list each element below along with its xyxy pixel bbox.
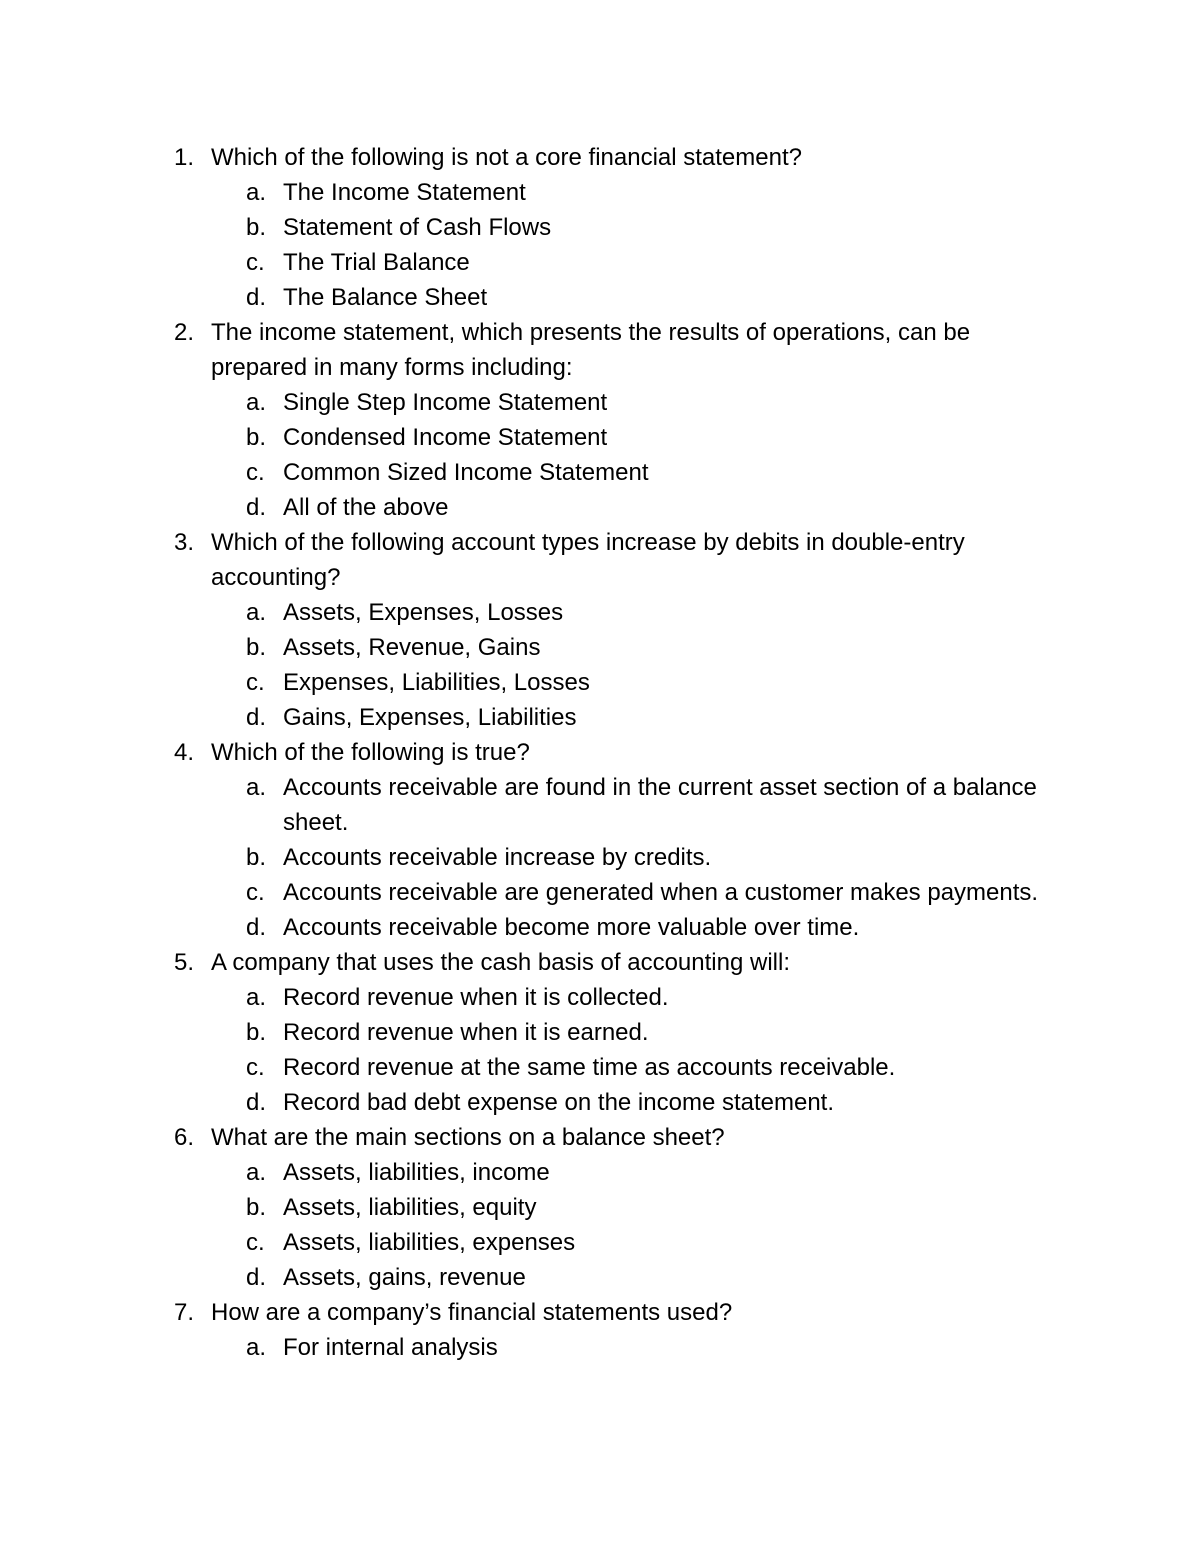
question-text: A company that uses the cash basis of accounting will: [211,949,790,976]
option-text: Assets, Revenue, Gains [283,634,541,661]
option-text: Assets, liabilities, income [283,1159,550,1186]
option-text: Assets, Expenses, Losses [283,599,564,626]
option-a [0,1330,1200,1365]
option-d [0,490,1200,525]
option-letter: c. [246,1054,265,1081]
option-b [0,1015,1200,1050]
option-letter: b. [246,844,267,871]
option-letter: c. [246,669,265,696]
option-c [0,665,1200,700]
option-letter: b. [246,1019,267,1046]
option-letter: a. [246,984,267,1011]
option-text: Accounts receivable become more valuable over time. [283,914,860,941]
option-letter: b. [246,1194,267,1221]
option-letter: d. [246,1089,267,1116]
option-c [0,1225,1200,1260]
question-text: What are the main sections on a balance sheet? [211,1124,725,1151]
option-a [0,595,1200,630]
option-letter: a. [246,599,267,626]
option-letter: b. [246,424,267,451]
option-text: All of the above [283,494,449,521]
option-letter: c. [246,1229,265,1256]
option-a [0,980,1200,1015]
question-number: 6. [174,1124,195,1151]
option-letter: c. [246,249,265,276]
option-text: Assets, liabilities, equity [283,1194,537,1221]
question-list [0,140,1200,1365]
question-number: 7. [174,1299,195,1326]
option-text: Record revenue when it is collected. [283,984,669,1011]
option-a [0,385,1200,420]
option-b [0,840,1200,875]
option-text: Accounts receivable increase by credits. [283,844,712,871]
option-d [0,280,1200,315]
option-text: The Income Statement [283,179,526,206]
option-text: The Balance Sheet [283,284,488,311]
question-number: 1. [174,144,195,171]
option-text: Gains, Expenses, Liabilities [283,704,577,731]
option-letter: c. [246,879,265,906]
question-text: How are a company’s financial statements used? [211,1299,733,1326]
option-text: Assets, gains, revenue [283,1264,526,1291]
option-list [0,1155,1200,1295]
option-text: Statement of Cash Flows [283,214,552,241]
option-letter: d. [246,1264,267,1291]
option-d [0,910,1200,945]
option-c [0,455,1200,490]
option-letter: d. [246,914,267,941]
question-5 [0,945,1200,1120]
question-text: Which of the following is true? [211,739,530,766]
option-letter: a. [246,179,267,206]
option-letter: a. [246,1334,267,1361]
option-a [0,1155,1200,1190]
question-text: Which of the following is not a core financial statement? [211,144,802,171]
option-text: Condensed Income Statement [283,424,608,451]
option-a [0,175,1200,210]
question-6 [0,1120,1200,1295]
question-text: The income statement, which presents the results of operations, can be prepared in many forms including: [211,319,971,381]
option-letter: a. [246,389,267,416]
question-number: 3. [174,529,195,556]
option-text: Record bad debt expense on the income statement. [283,1089,835,1116]
option-text: Record revenue when it is earned. [283,1019,649,1046]
option-letter: d. [246,494,267,521]
option-d [0,700,1200,735]
option-letter: a. [246,774,267,801]
option-letter: d. [246,284,267,311]
question-1 [0,140,1200,315]
question-2 [0,315,1200,525]
option-c [0,245,1200,280]
option-list [0,385,1200,525]
option-text: Single Step Income Statement [283,389,608,416]
option-letter: b. [246,214,267,241]
question-3 [0,525,1200,735]
option-text: For internal analysis [283,1334,498,1361]
option-text: Record revenue at the same time as accounts receivable. [283,1054,896,1081]
question-7 [0,1295,1200,1365]
option-list [0,770,1200,945]
option-c [0,875,1200,910]
question-number: 5. [174,949,195,976]
option-list [0,980,1200,1120]
option-letter: c. [246,459,265,486]
option-text: Common Sized Income Statement [283,459,649,486]
option-text: Accounts receivable are generated when a customer makes payments. [283,879,1039,906]
option-text: Assets, liabilities, expenses [283,1229,576,1256]
option-list [0,595,1200,735]
option-d [0,1085,1200,1120]
option-a [0,770,1200,840]
option-b [0,1190,1200,1225]
option-letter: d. [246,704,267,731]
question-number: 4. [174,739,195,766]
option-list [0,1330,1200,1365]
option-text: Accounts receivable are found in the current asset section of a balance sheet. [283,774,1037,836]
option-d [0,1260,1200,1295]
option-letter: a. [246,1159,267,1186]
option-text: The Trial Balance [283,249,470,276]
question-text: Which of the following account types increase by debits in double-entry accounting? [211,529,965,591]
question-number: 2. [174,319,195,346]
option-text: Expenses, Liabilities, Losses [283,669,590,696]
option-b [0,420,1200,455]
option-list [0,175,1200,315]
option-b [0,210,1200,245]
option-letter: b. [246,634,267,661]
question-4 [0,735,1200,945]
option-b [0,630,1200,665]
option-c [0,1050,1200,1085]
